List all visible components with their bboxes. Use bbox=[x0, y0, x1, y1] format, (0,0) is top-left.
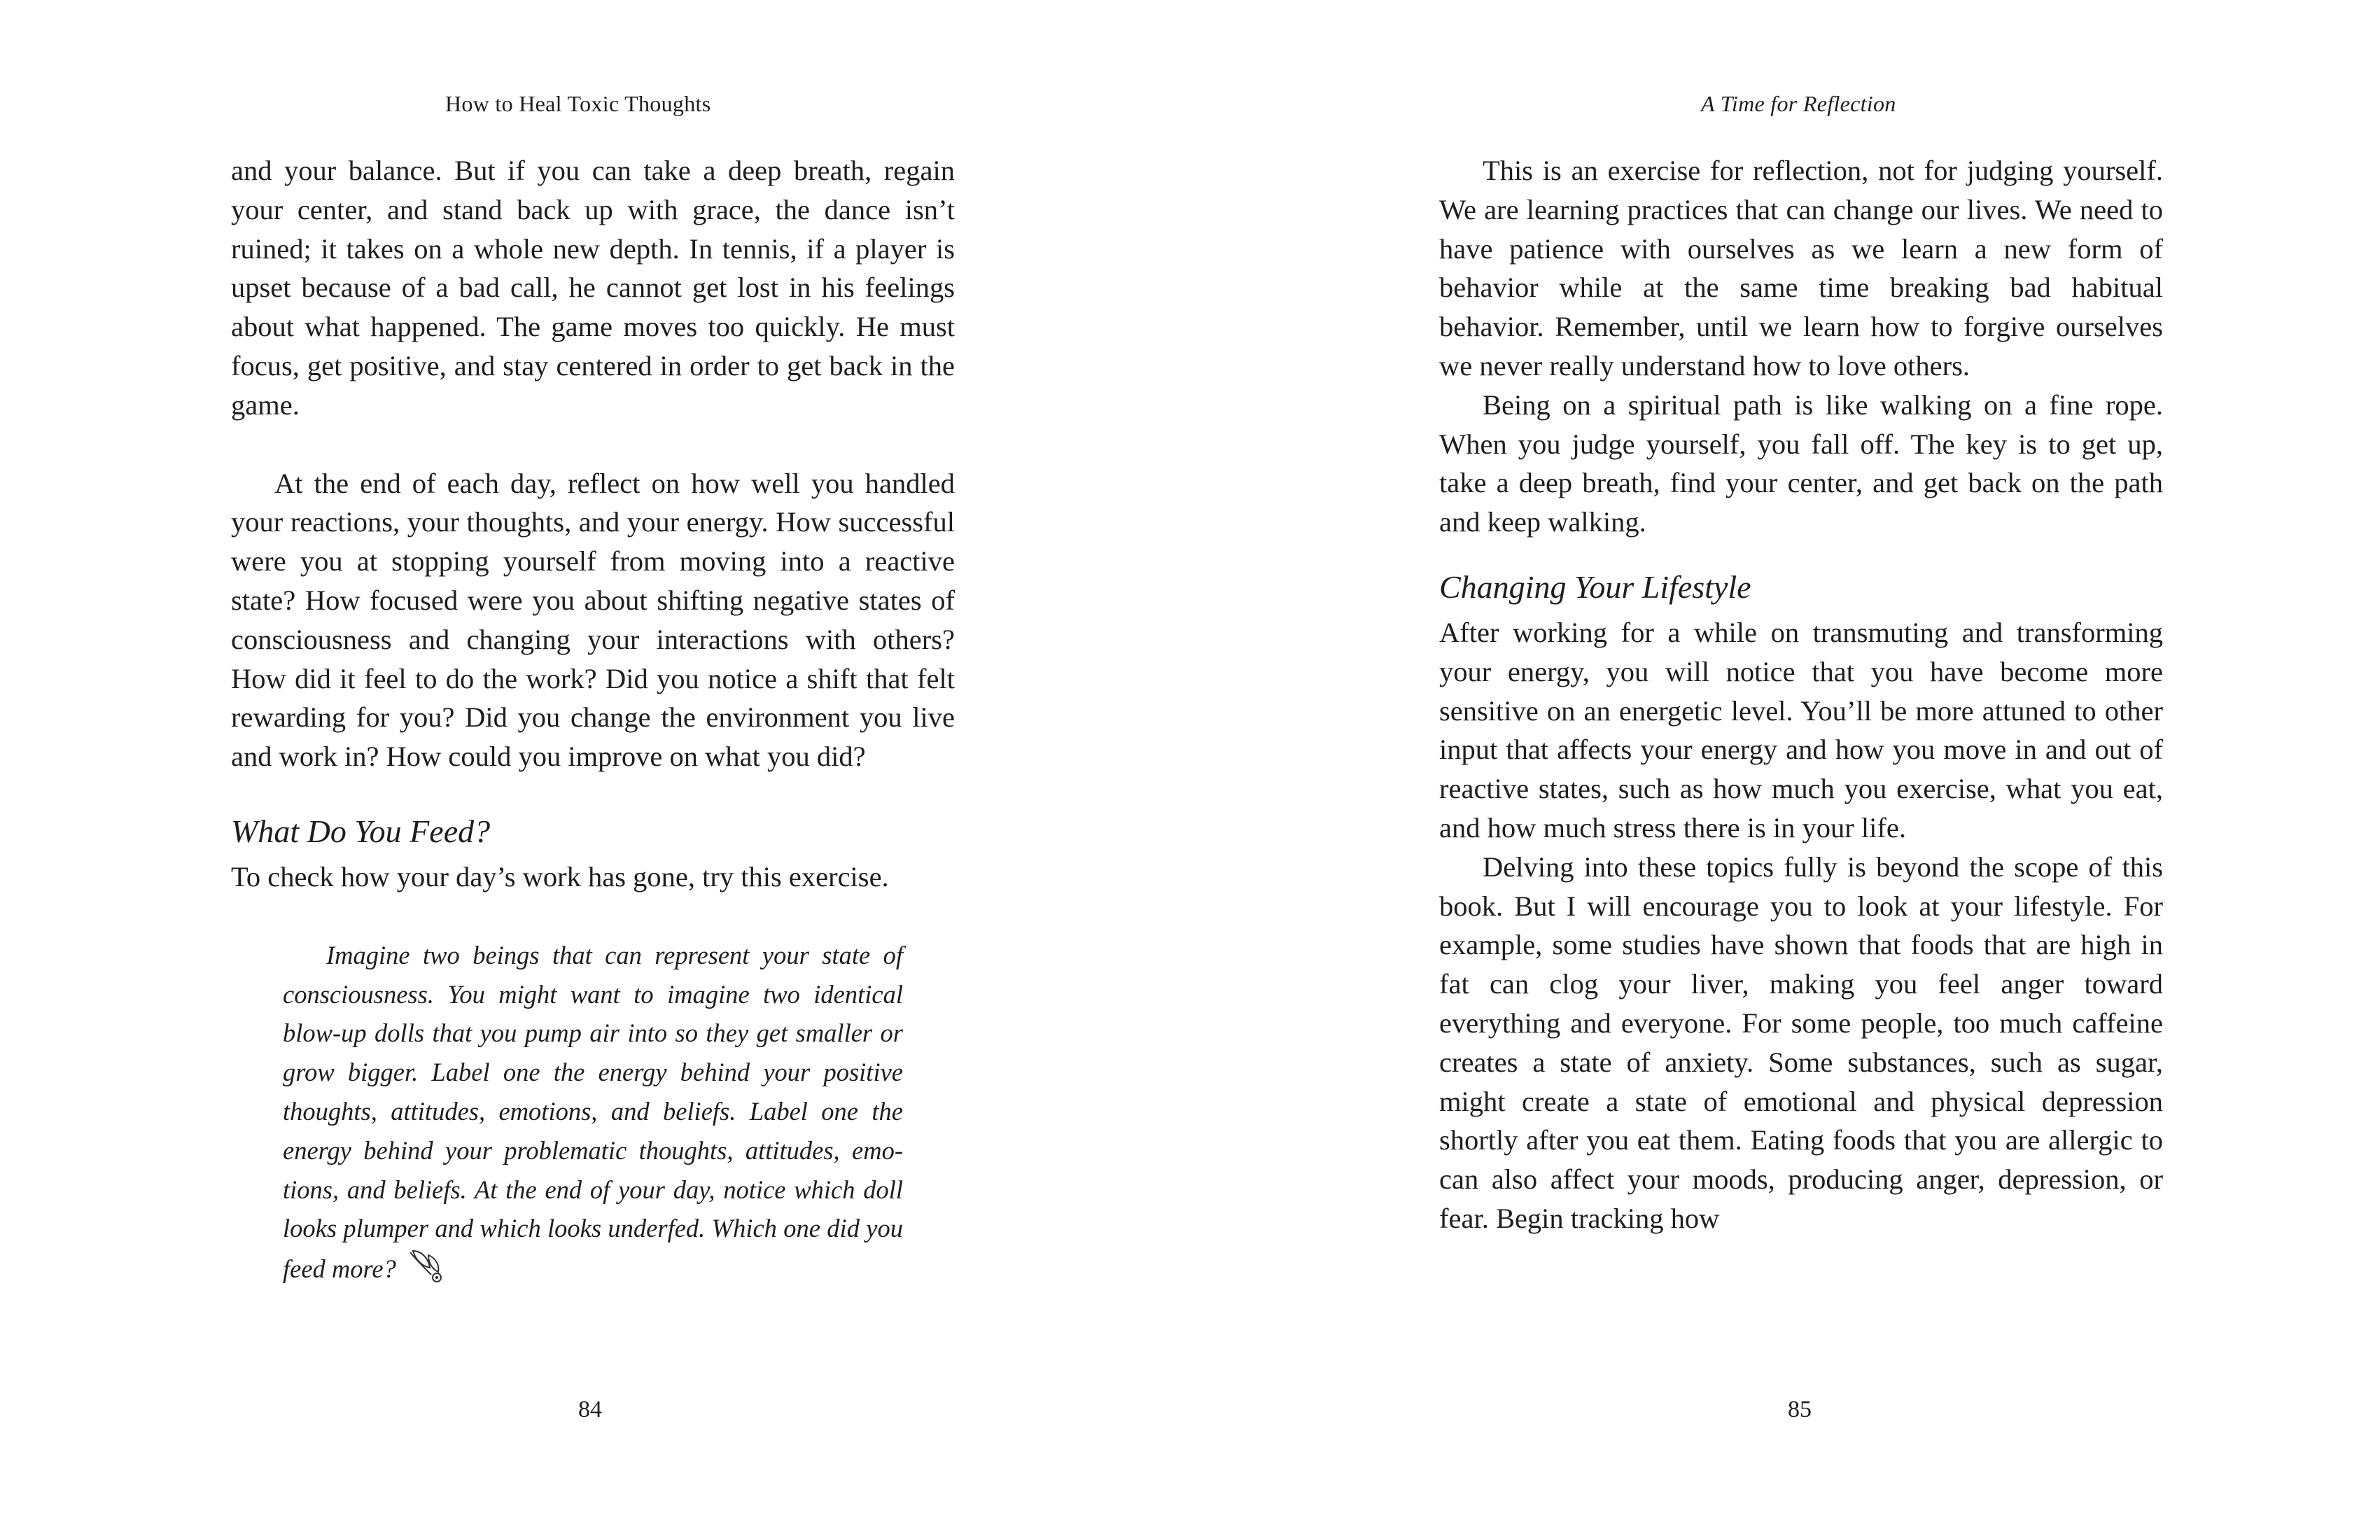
exercise-text-block bbox=[283, 936, 903, 1289]
exercise-text: Imagine two beings that can represent your state of consciousness. You might want to imagine two identical blow-up dolls that you pump air into so they get smaller or grow bigger. Label one the energy behind your positive thoughts, attitudes, emotions, and beliefs. Label one the energy behind your problematic thoughts, attitudes, emotions, and beliefs. At the end of your day, notice which doll looks plumper and which looks underfed. Which one did you feed more? bbox=[283, 940, 903, 1284]
body-paragraph: and your balance. But if you can take a deep breath, regain your center, and stand back up with grace, the dance isn’t ruined; it takes on a whole new depth. In tennis, if a player is upset because of a bad call, he cannot get lost in his feelings about what happened. The game moves too quickly. He must focus, get positive, and stay centered in order to get back in the game. bbox=[231, 155, 955, 421]
running-head-right: A Time for Reflection bbox=[1701, 91, 1896, 116]
page-number-right: 85 bbox=[1788, 1396, 1812, 1422]
section-heading-what-do-you-feed: What Do You Feed? bbox=[231, 813, 491, 849]
leaf-ornament-icon bbox=[407, 1248, 447, 1284]
body-paragraph: At the end of each day, reflect on how well you handled your reactions, your thoughts, and your energy. How successful were you at stopping yourself from moving into a reactive state? How focused were you about shifting negative states of consciousness and changing your interactions with others? How did it feel to do the work? Did you notice a shift that felt rewarding for you? Did you change the environment you live and work in? How could you improve on what you did? bbox=[231, 467, 955, 773]
page-number-left: 84 bbox=[578, 1396, 602, 1422]
body-paragraph: Delving into these topics fully is beyond the scope of this book. But I will encourage you to look at your lifestyle. For example, some studies have shown that foods that are high in fat can clog your liver, making you feel anger toward everything and everyone. For some people, too much caffeine creates a state of anxiety. Some substances, such as sugar, might create a state of emotional and physical depression shortly after you eat them. Eating foods that you are allergic to can also affect your moods, producing anger, depression, or fear. Begin tracking how bbox=[1439, 850, 2163, 1234]
body-paragraph: Being on a spiritual path is like walking on a fine rope. When you judge yourself, you fall off. The key is to get up, take a deep breath, find your center, and get back on the path and keep walking. bbox=[1439, 388, 2163, 538]
right-page bbox=[1190, 0, 2380, 1540]
running-head-left: How to Heal Toxic Thoughts bbox=[445, 91, 711, 116]
right-page-body bbox=[1439, 151, 2163, 1238]
body-paragraph: This is an exercise for reflection, not for judging yourself. We are learning practices that can change our lives. We need to have patience with ourselves as we learn a new form of behavior while at the same time breaking bad habitual behavior. Remember, until we learn how to forgive ourselves we never really understand how to love others. bbox=[1439, 155, 2163, 382]
left-page-body bbox=[231, 151, 955, 1289]
exercise-intro: To check how your day’s work has gone, try this exercise. bbox=[231, 860, 889, 892]
body-paragraph: After working for a while on transmuting and transforming your energy, you will notice that you have become more sensitive on an energetic level. You’ll be more attuned to other input that affects your energy and how you move in and out of reactive states, such as how much you exercise, what you eat, and how much stress there is in your life. bbox=[1439, 616, 2163, 844]
section-heading-changing-your-lifestyle: Changing Your Lifestyle bbox=[1439, 568, 1751, 605]
